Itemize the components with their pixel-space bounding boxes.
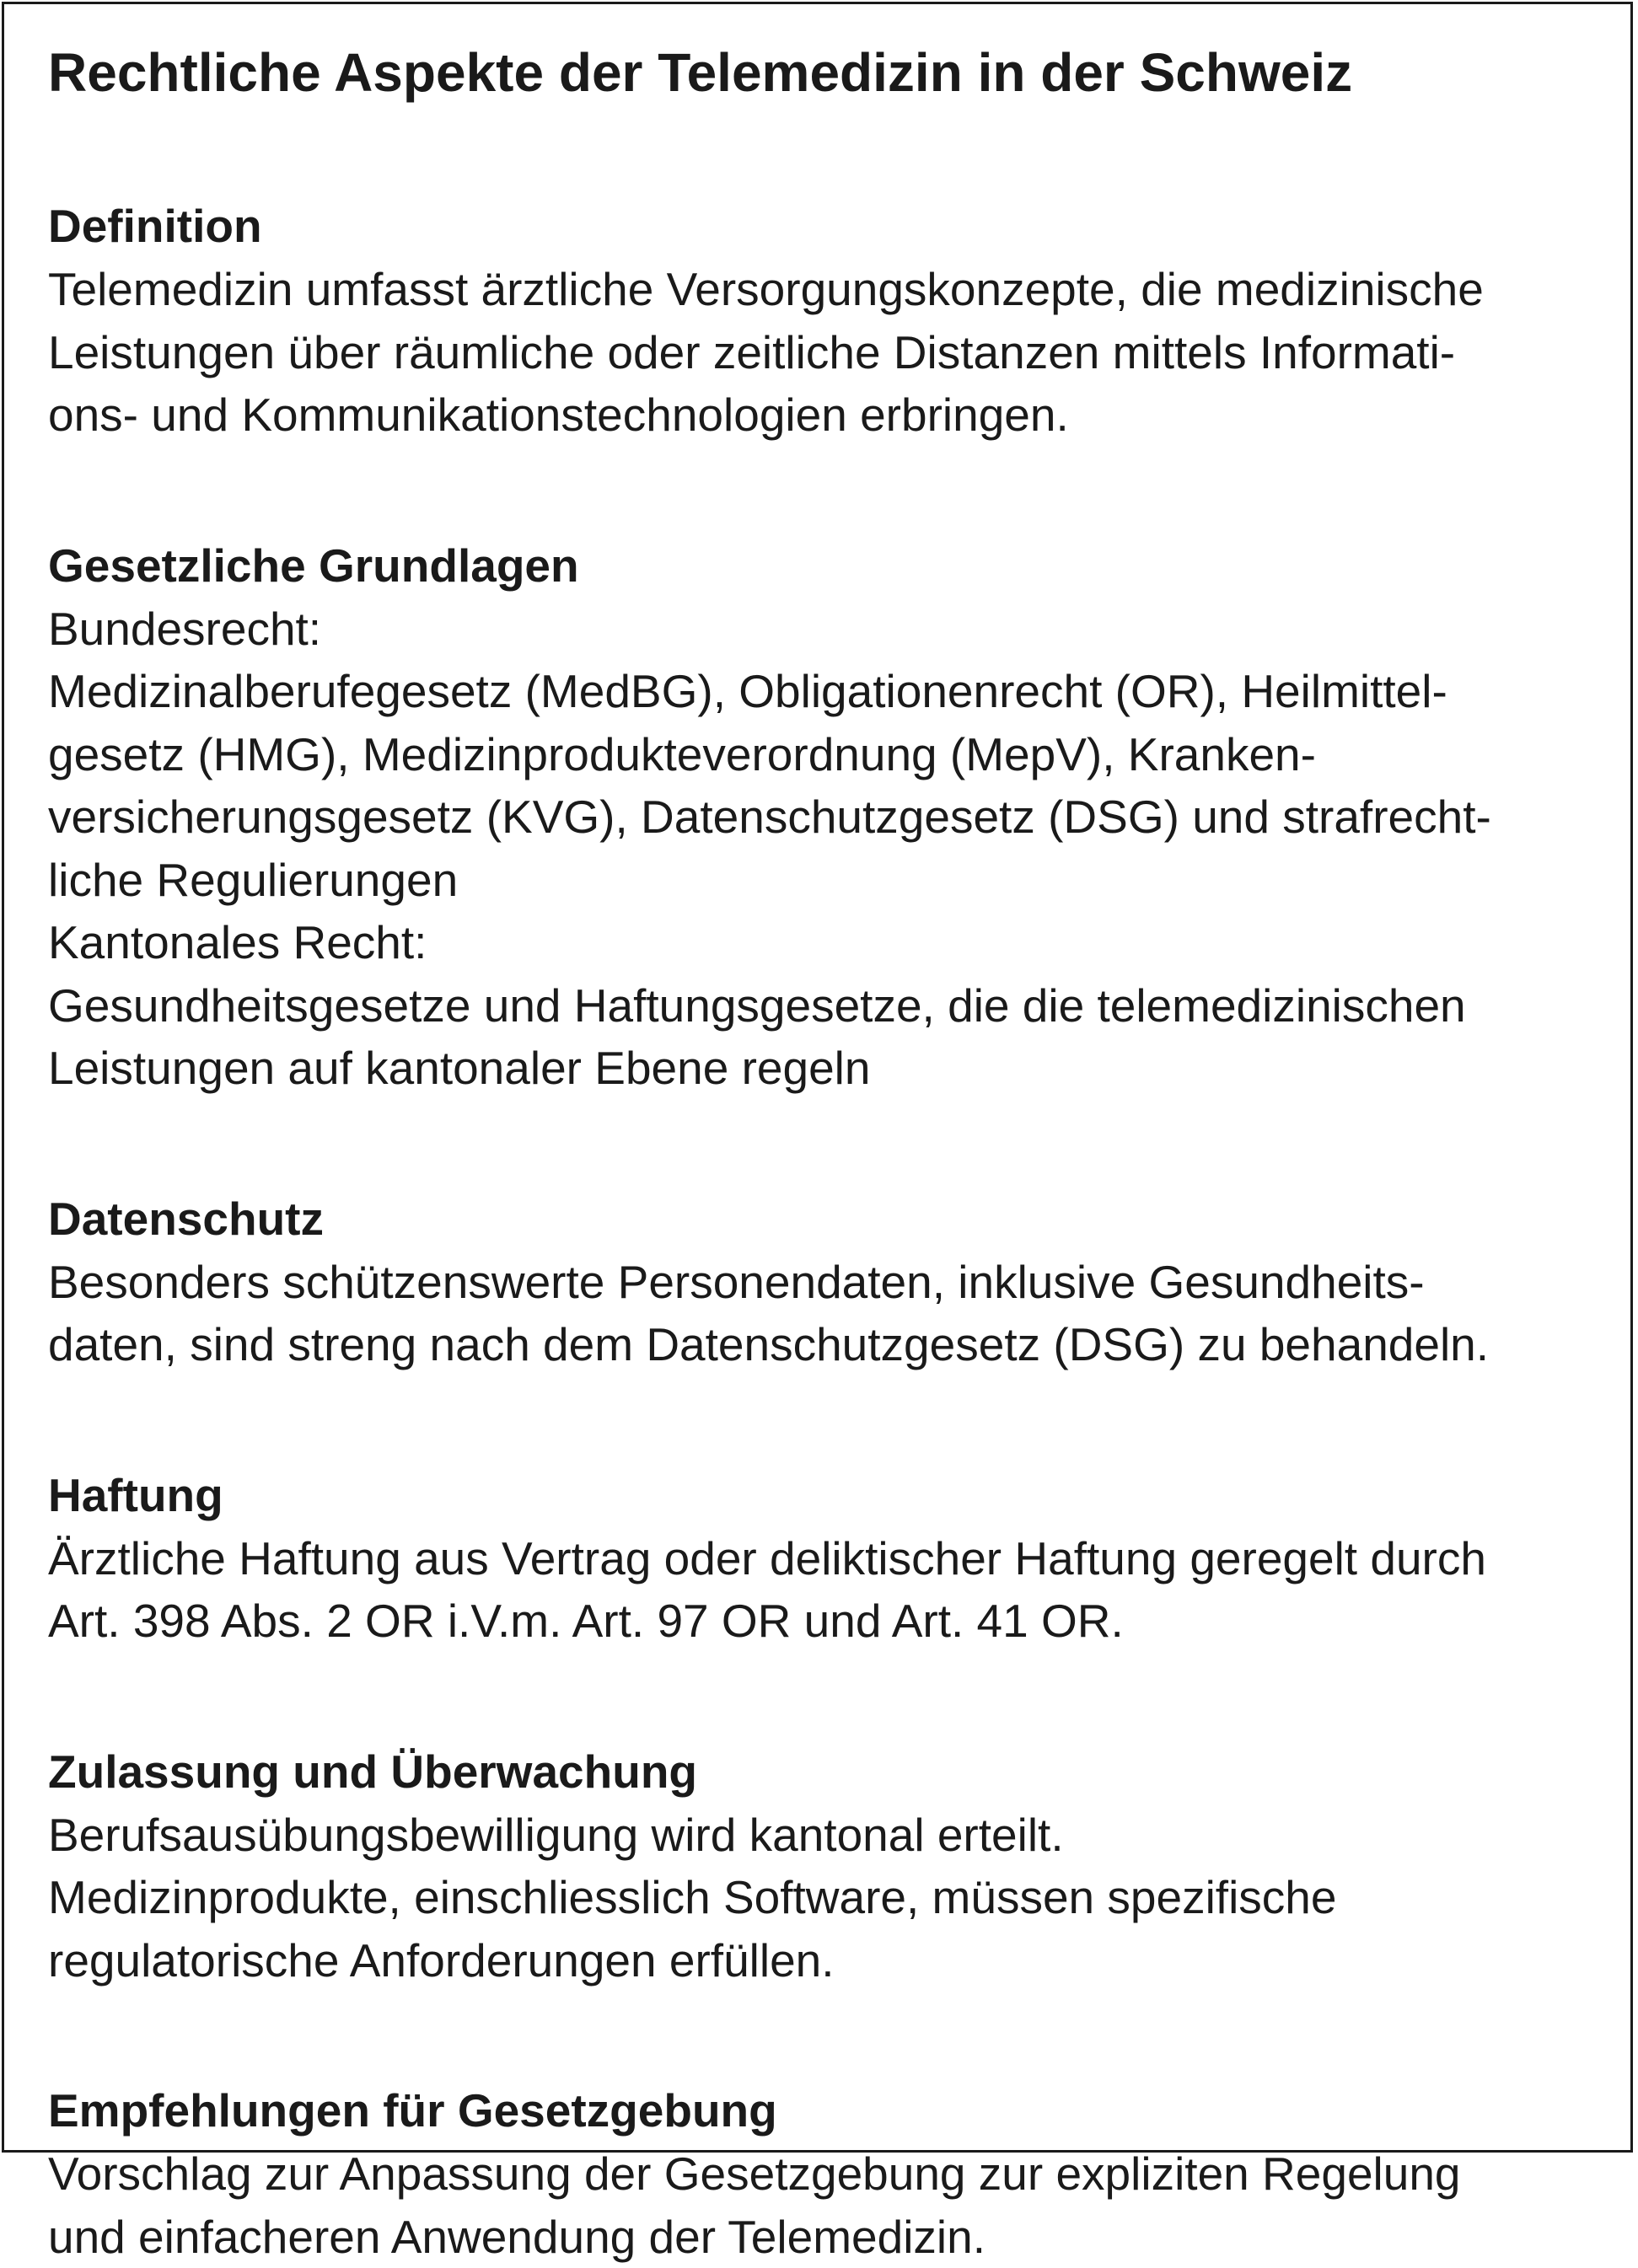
document-title: Rechtliche Aspekte der Telemedizin in der Schweiz bbox=[48, 41, 1616, 104]
document-frame bbox=[2, 2, 1633, 2153]
section-text-line: ons- und Kommunikationstechnologien erbringen. bbox=[48, 383, 1616, 447]
section-text-line: Leistungen auf kantonaler Ebene regeln bbox=[48, 1037, 1616, 1100]
section-text-line: Art. 398 Abs. 2 OR i.V.m. Art. 97 OR und Art. 41 OR. bbox=[48, 1590, 1616, 1653]
section-text-line: Bundesrecht: bbox=[48, 598, 1616, 661]
section-heading: Gesetzliche Grundlagen bbox=[48, 534, 1616, 598]
section-recommendations bbox=[48, 2079, 1616, 2268]
section-text-line: Medizinalberufegesetz (MedBG), Obligationenrecht (OR), Heilmittel- bbox=[48, 660, 1616, 723]
section-approval-monitoring bbox=[48, 1740, 1616, 1992]
section-text-line: gesetz (HMG), Medizinprodukteverordnung (MepV), Kranken- bbox=[48, 723, 1616, 786]
section-text-line: Berufsausübungsbewilligung wird kantonal erteilt. bbox=[48, 1804, 1616, 1867]
section-text-line: Gesundheitsgesetze und Haftungsgesetze, die die telemedizinischen bbox=[48, 974, 1616, 1037]
section-heading: Definition bbox=[48, 195, 1616, 258]
section-heading: Zulassung und Überwachung bbox=[48, 1740, 1616, 1804]
section-data-protection bbox=[48, 1188, 1616, 1376]
section-text-line: liche Regulierungen bbox=[48, 849, 1616, 912]
section-text-line: Kantonales Recht: bbox=[48, 911, 1616, 974]
section-text-line: regulatorische Anforderungen erfüllen. bbox=[48, 1929, 1616, 1992]
section-text-line: Besonders schützenswerte Personendaten, inklusive Gesundheits- bbox=[48, 1251, 1616, 1314]
section-heading: Haftung bbox=[48, 1464, 1616, 1527]
section-text-line: Medizinprodukte, einschliesslich Software, müssen spezifische bbox=[48, 1866, 1616, 1929]
section-text-line: daten, sind streng nach dem Datenschutzgesetz (DSG) zu behandeln. bbox=[48, 1313, 1616, 1376]
section-text-line: Telemedizin umfasst ärztliche Versorgungskonzepte, die medizinische bbox=[48, 258, 1616, 321]
document-content bbox=[48, 41, 1616, 2268]
section-text-line: Vorschlag zur Anpassung der Gesetzgebung zur expliziten Regelung bbox=[48, 2142, 1616, 2206]
section-text-line: Leistungen über räumliche oder zeitliche Distanzen mittels Informati- bbox=[48, 321, 1616, 384]
section-legal-basis bbox=[48, 534, 1616, 1100]
section-heading: Datenschutz bbox=[48, 1188, 1616, 1251]
section-heading: Empfehlungen für Gesetzgebung bbox=[48, 2079, 1616, 2142]
section-definition bbox=[48, 195, 1616, 447]
section-text-line: versicherungsgesetz (KVG), Datenschutzgesetz (DSG) und strafrecht- bbox=[48, 785, 1616, 849]
section-text-line: und einfacheren Anwendung der Telemedizin. bbox=[48, 2206, 1616, 2268]
section-liability bbox=[48, 1464, 1616, 1653]
section-text-line: Ärztliche Haftung aus Vertrag oder deliktischer Haftung geregelt durch bbox=[48, 1527, 1616, 1590]
